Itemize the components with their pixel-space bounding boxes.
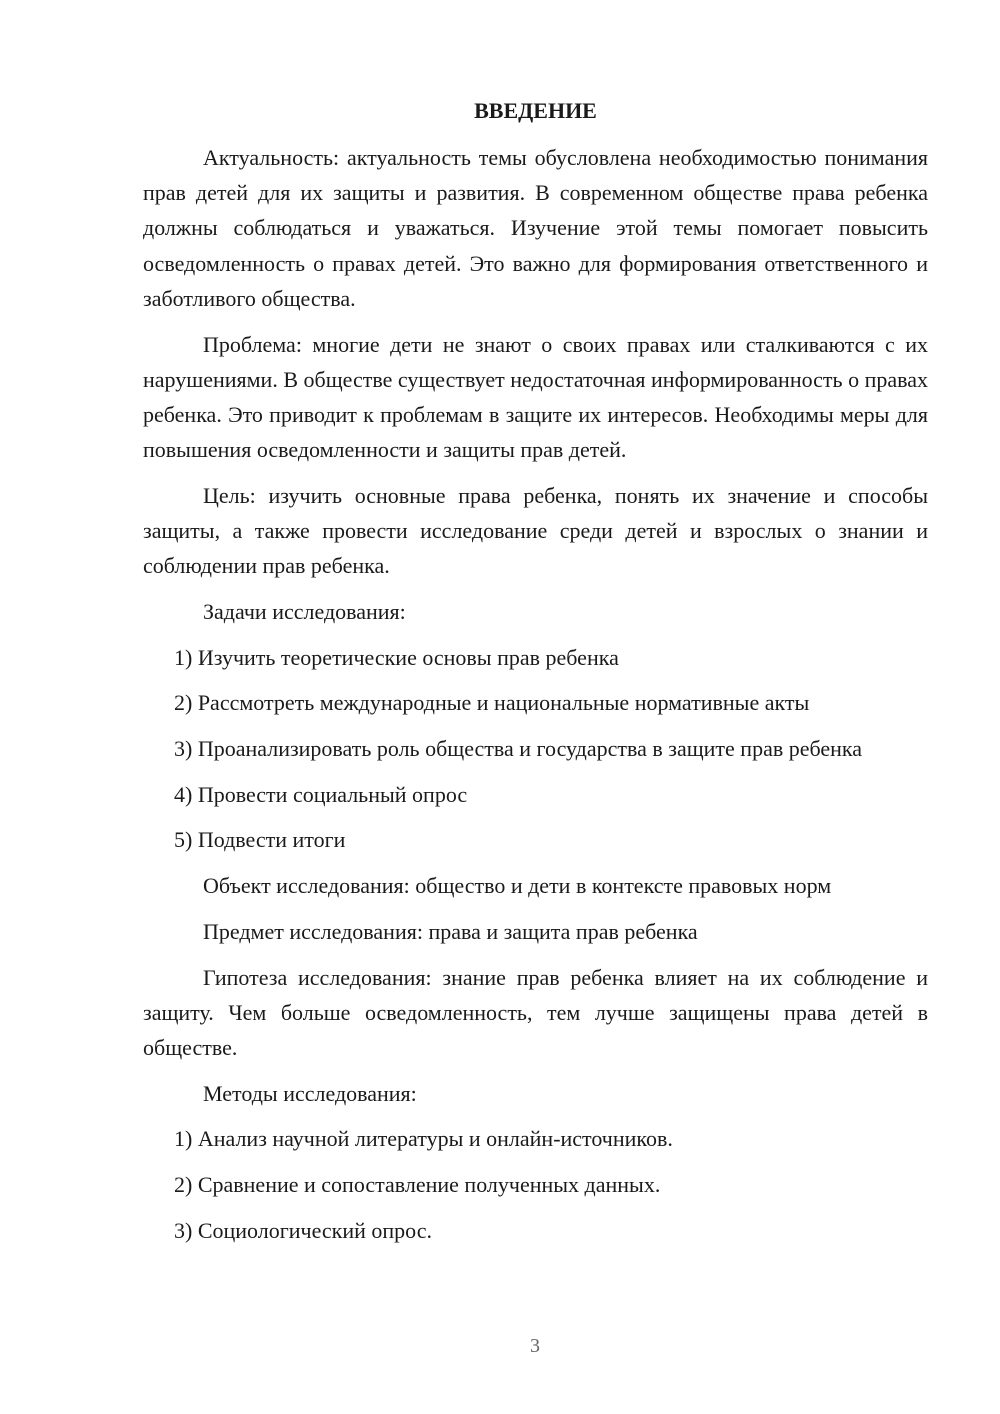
task-item: 2) Рассмотреть международные и национальные нормативные акты — [174, 690, 810, 716]
task-item: 4) Провести социальный опрос — [174, 781, 468, 807]
methods-heading: Методы исследования: — [203, 1080, 417, 1106]
method-item: 2) Сравнение и сопоставление полученных данных. — [174, 1172, 661, 1198]
subject-paragraph: Предмет исследования: права и защита прав ребенка — [203, 918, 698, 944]
task-item: 1) Изучить теоретические основы прав ребенка — [174, 644, 619, 670]
object-paragraph: Объект исследования: общество и дети в контексте правовых норм — [203, 873, 832, 899]
problem-paragraph: Проблема: многие дети не знают о своих правах или сталкиваются с их нарушениями. В обществе существует недостаточная информированность о правах ребенка. Это приводит к проблемам в защите их интересов. Необходимы меры для повышения осведомленности и защиты прав детей. — [143, 331, 928, 463]
tasks-heading: Задачи исследования: — [203, 598, 406, 624]
method-item: 1) Анализ научной литературы и онлайн-источников. — [174, 1126, 673, 1152]
page-content — [143, 140, 928, 1258]
actuality-paragraph: Актуальность: актуальность темы обусловлена необходимостью понимания прав детей для их защиты и развития. В современном обществе права ребенка должны соблюдаться и уважаться. Изучение этой темы помогает повысить осведомленность о правах детей. Это важно для формирования ответственного и заботливого общества. — [143, 145, 928, 311]
page-number: 3 — [530, 1335, 540, 1357]
task-item: 3) Проанализировать роль общества и государства в защите прав ребенка — [174, 736, 863, 762]
method-item: 3) Социологический опрос. — [174, 1217, 432, 1243]
hypothesis-paragraph: Гипотеза исследования: знание прав ребенка влияет на их соблюдение и защиту. Чем больше осведомленность, тем лучше защищены права детей в обществе. — [143, 964, 928, 1060]
page-title: ВВЕДЕНИЕ — [474, 98, 597, 123]
task-item: 5) Подвести итоги — [174, 827, 346, 853]
goal-paragraph: Цель: изучить основные права ребенка, понять их значение и способы защиты, а также провести исследование среди детей и взрослых о знании и соблюдении прав ребенка. — [143, 482, 928, 579]
